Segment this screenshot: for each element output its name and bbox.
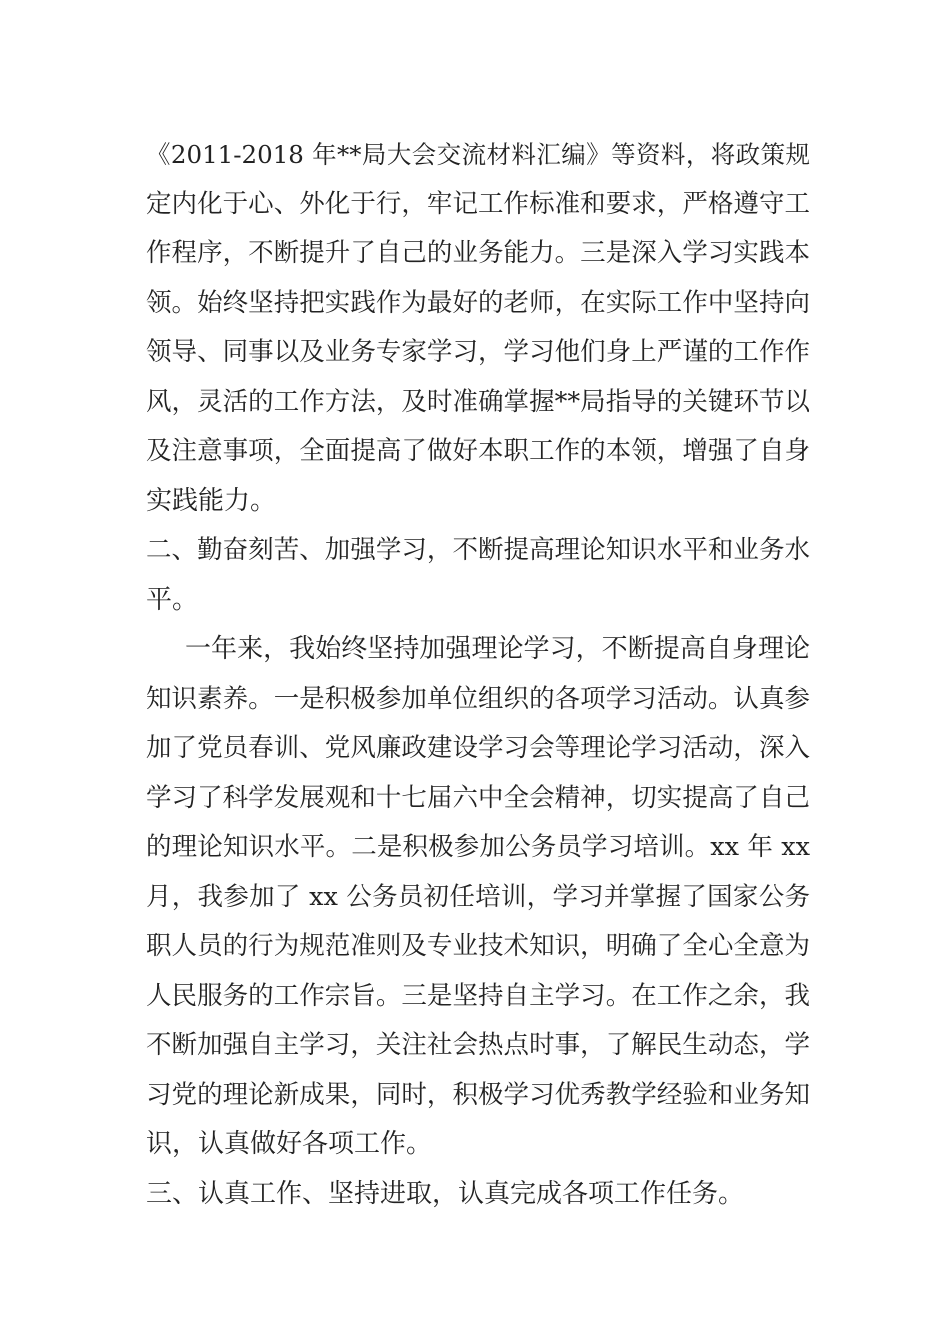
text-line: 不断加强自主学习，关注社会热点时事，了解民生动态，学 [146,1030,810,1060]
section-heading: 平。 [146,585,199,615]
text-line: 领。始终坚持把实践作为最好的老师，在实际工作中坚持向 [146,288,810,318]
text-line: 识，认真做好各项工作。 [146,1129,433,1159]
text-line: 领导、同事以及业务专家学习，学习他们身上严谨的工作作 [146,337,810,367]
text-line: 风，灵活的工作方法，及时准确掌握**局指导的关键环节以 [146,387,810,417]
text-line: 加了党员春训、党风廉政建设学习会等理论学习活动，深入 [146,733,810,763]
section-heading: 二、勤奋刻苦、加强学习，不断提高理论知识水平和业务水 [146,535,810,565]
text-line: 及注意事项，全面提高了做好本职工作的本领，增强了自身 [146,436,810,466]
text-line: 一年来，我始终坚持加强理论学习，不断提高自身理论 [185,634,810,664]
text-line: 定内化于心、外化于行，牢记工作标准和要求，严格遵守工 [146,189,810,219]
text-line: 月，我参加了 xx 公务员初任培训，学习并掌握了国家公务 [146,882,810,912]
text-line: 人民服务的工作宗旨。三是坚持自主学习。在工作之余，我 [146,981,810,1011]
text-line: 职人员的行为规范准则及专业技术知识，明确了全心全意为 [146,931,810,961]
text-line: 实践能力。 [146,486,277,516]
text-line: 习党的理论新成果，同时，积极学习优秀教学经验和业务知 [146,1080,810,1110]
text-line: 《2011-2018 年**局大会交流材料汇编》等资料，将政策规 [146,140,810,169]
text-line: 知识素养。一是积极参加单位组织的各项学习活动。认真参 [146,684,810,714]
text-line: 作程序，不断提升了自己的业务能力。三是深入学习实践本 [146,238,810,268]
section-heading: 三、认真工作、坚持进取，认真完成各项工作任务。 [146,1179,745,1209]
text-line: 学习了科学发展观和十七届六中全会精神，切实提高了自己 [146,783,810,813]
text-line: 的理论知识水平。二是积极参加公务员学习培训。xx 年 xx [146,832,810,862]
